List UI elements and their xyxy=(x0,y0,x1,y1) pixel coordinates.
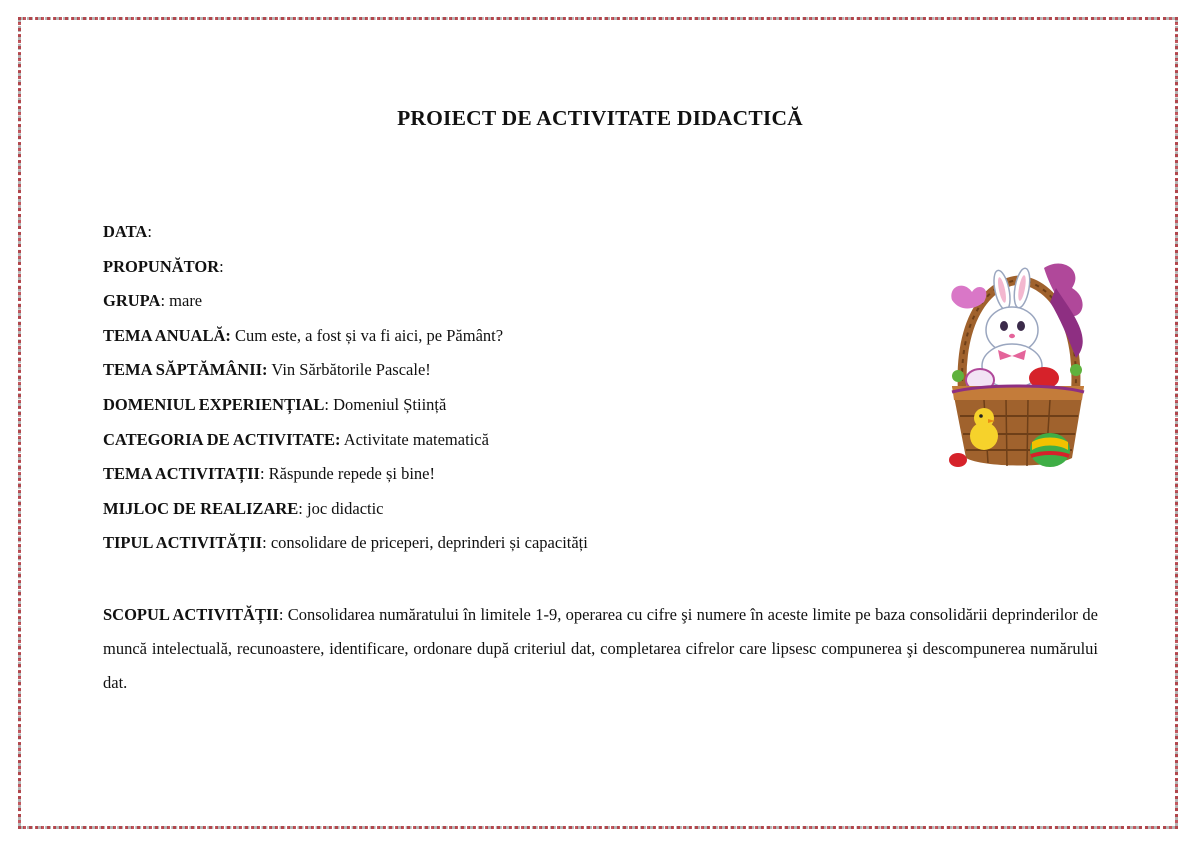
field-label: CATEGORIA DE ACTIVITATE: xyxy=(103,429,341,449)
field-mijloc-de-realizare xyxy=(103,498,588,533)
scope-text: Consolidarea număratului în limitele 1-9, operarea cu cifre şi numere în aceste limite pe baza consolidării deprinderilor de muncă intelectuală, recunoastere, identificare, ordonare după criteriul dat, completarea cifrelor care lipsesc compunerea şi descompunerea numărului dat. xyxy=(103,605,1098,692)
field-tipul-activitatii xyxy=(103,532,588,567)
field-label: MIJLOC DE REALIZARE xyxy=(103,498,299,518)
field-tema-anuala xyxy=(103,325,588,360)
field-domeniul-experiential xyxy=(103,394,588,429)
document-title: PROIECT DE ACTIVITATE DIDACTICĂ xyxy=(397,106,803,130)
easter-bunny-basket-illustration xyxy=(944,258,1090,474)
field-separator: : xyxy=(259,464,269,484)
scope-paragraph xyxy=(103,598,1098,700)
field-data xyxy=(103,221,588,256)
field-separator: : xyxy=(262,533,271,553)
field-label: TEMA SĂPTĂMÂNII: xyxy=(103,360,268,380)
field-separator: : xyxy=(324,394,334,414)
field-grupa xyxy=(103,290,588,325)
field-tema-saptamanii xyxy=(103,359,588,394)
field-value: mare xyxy=(169,291,203,311)
field-separator: : xyxy=(219,256,224,276)
field-categoria-de-activitate xyxy=(103,429,588,464)
field-value: Domeniul Știință xyxy=(333,394,447,414)
field-label: TIPUL ACTIVITĂȚII xyxy=(103,533,263,553)
scope-separator: : xyxy=(278,605,288,624)
field-value: Răspunde repede și bine! xyxy=(268,464,435,484)
field-propunator xyxy=(103,256,588,291)
field-label: PROPUNĂTOR xyxy=(103,256,220,276)
field-value: consolidare de priceperi, deprinderi și capacități xyxy=(270,533,588,553)
field-value: Cum este, a fost și va fi aici, pe Pământ? xyxy=(235,325,504,345)
field-label: GRUPA xyxy=(103,291,161,311)
field-separator: : xyxy=(298,498,307,518)
field-value: joc didactic xyxy=(307,498,384,518)
field-separator: : xyxy=(160,291,170,311)
field-label: DOMENIUL EXPERIENȚIAL xyxy=(103,394,325,414)
scope-label: SCOPUL ACTIVITĂȚII xyxy=(103,605,279,624)
field-value: Activitate matematică xyxy=(343,429,489,449)
field-label: TEMA ANUALĂ: xyxy=(103,325,231,345)
field-value: Vin Sărbătorile Pascale! xyxy=(271,360,431,380)
field-tema-activitatii xyxy=(103,463,588,498)
field-separator: : xyxy=(147,222,152,241)
field-label: TEMA ACTIVITAȚII xyxy=(103,464,260,484)
field-list xyxy=(103,221,588,567)
field-label: DATA xyxy=(103,222,148,241)
